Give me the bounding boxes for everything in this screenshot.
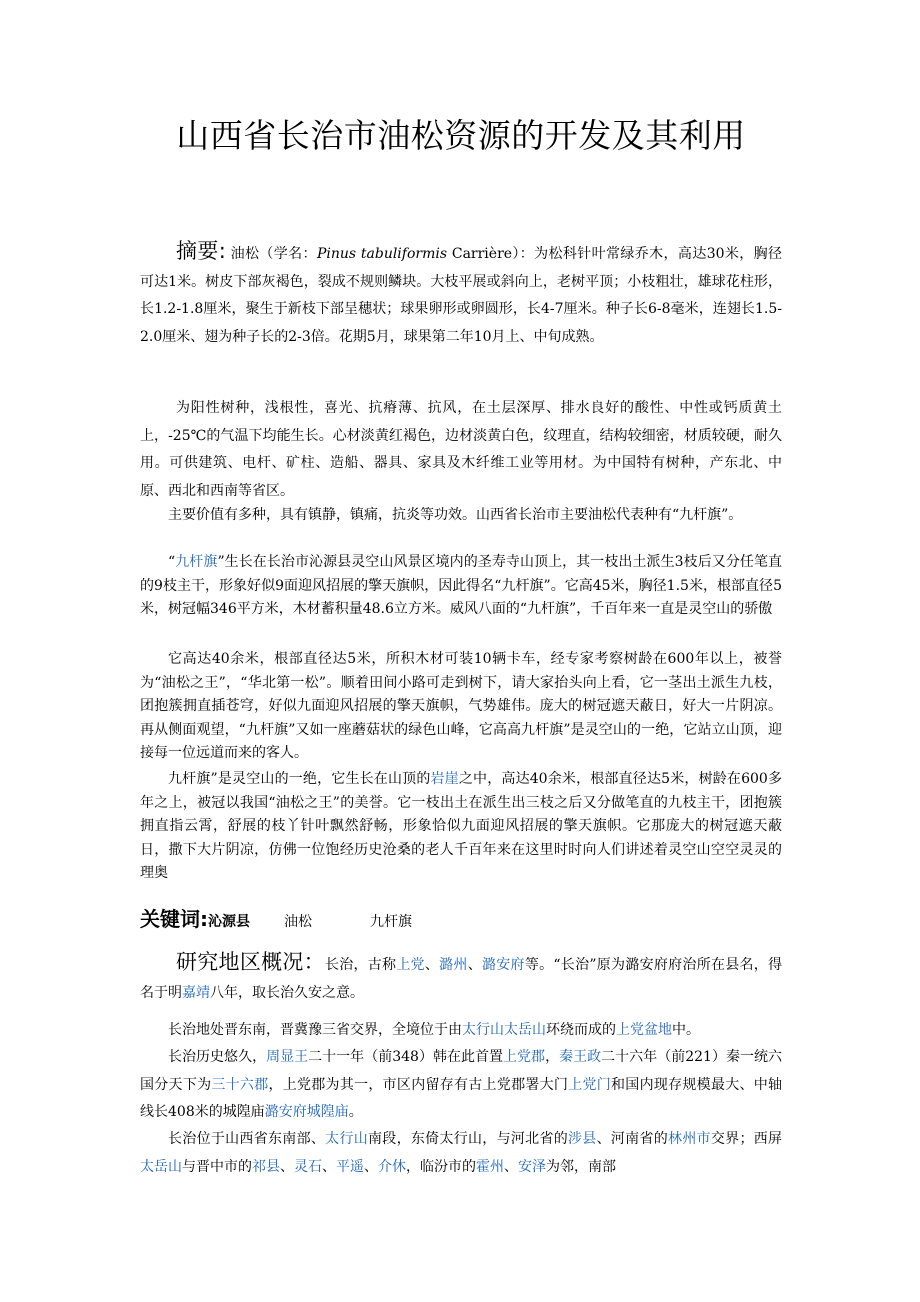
region-paragraph-2 (140, 1017, 782, 1045)
keywords-line (140, 903, 412, 932)
text-link[interactable]: 潞安府城隍庙 (264, 1104, 349, 1120)
text-link[interactable]: 三十六郡 (211, 1076, 269, 1093)
text-link[interactable]: 安泽 (518, 1158, 546, 1175)
latin-name: Pinus tabuliformis (316, 246, 448, 262)
text-run: ，上党郡为其一，市区内留存有古上党郡署大门 (268, 1076, 569, 1093)
text-link[interactable]: 太岳山 (140, 1158, 182, 1175)
text-run: 南段，东倚太行山，与河北省的 (368, 1131, 569, 1147)
text-run: 交界；西屏 (710, 1131, 783, 1147)
abstract-paragraph-2: 为阳性树种，浅根性，喜光、抗瘠薄、抗风，在土层深厚、排水良好的酸性、中性或钙质黄土上，-25℃的气温下均能生长。心材淡黄红褐色，边材淡黄白色，纹理直，结构较细密，材质较硬，耐久用。可供建筑、电杆、矿柱、造船、器具、家具及木纤维工业等用材。为中国特有树种，产东北、中原、西北和西南等省区。 (140, 400, 782, 499)
text-run: 。 (348, 1104, 363, 1120)
abstract-paragraph-5: 它高达40余米，根部直径达5米，所积木材可装10辆卡车，经专家考察树龄在600年以上，被誉为“油松之王”，“华北第一松”。顺着田间小路可走到树下，请大家抬头向上看，它一茎出土派生九枝，团抱簇拥直插苍穹，好似九面迎风招展的擎天旗帜，气势雄伟。庞大的树冠遮天蔽日，好大一片阴凉。再从侧面观望，“九杆旗”又如一座蘑菇状的绿色山峰，它高高九杆旗”是灵空山的一绝，它站立山顶，迎接每一位远道而来的客人。 (140, 651, 782, 762)
text-run: 二十一年（前348）韩在此首置 (308, 1049, 504, 1065)
region-text-2 (168, 1022, 700, 1038)
text-run: 、 (322, 1158, 336, 1175)
text-run: 为邻，南部 (546, 1158, 616, 1175)
text-run: 、 (424, 957, 440, 973)
text-run: 长治地处晋东南，晋冀豫三省交界，全境位于由 (168, 1022, 462, 1038)
text-run: 八年，取长治久安之意。 (210, 984, 364, 1001)
text-run: 等。“长治”原为潞安府府治所在县名，得名于明 (140, 957, 783, 1001)
abstract-text-b: Carrière）：为松科针叶常绿乔木，高达30米，胸径可达1米。树皮下部灰褐色，裂成不规则鳞块。大枝平展或斜向上，老树平顶；小枝粗壮，雄球花柱形，长1.2-1.8厘米，聚生于新枝下部呈穗状；球果卵形或卵圆形，长4-7厘米。种子长6-8毫米，连翅长1.5-2.0厘米、翅为种子长的2-3倍。花期5月，球果第二年10月上、中旬成熟。 (140, 246, 783, 345)
text-run: 环绕而成的 (546, 1022, 616, 1038)
text-link[interactable]: 灵石 (294, 1158, 322, 1175)
text-link[interactable]: 秦王政 (559, 1049, 602, 1065)
region-label: 研究地区概况： (176, 950, 325, 974)
text-run: 和国内现存规模最大、中轴线长408米的城隍庙 (140, 1076, 783, 1120)
text-link[interactable]: 上党盆地 (616, 1022, 672, 1038)
text-link[interactable]: 林州市 (668, 1131, 711, 1147)
text-link[interactable]: 太岳山 (504, 1022, 546, 1038)
text-link[interactable]: 平遥 (336, 1158, 364, 1175)
text-link[interactable]: 太行山 (462, 1022, 504, 1038)
text-link[interactable]: 潞安府 (482, 957, 525, 973)
text-link[interactable]: 嘉靖 (182, 984, 210, 1001)
text-run: 、 (504, 1158, 518, 1175)
region-paragraph-4 (140, 1126, 782, 1181)
keyword-item: 油松 (284, 914, 312, 930)
abstract-text-a: 油松（学名： (230, 246, 317, 262)
abstract-paragraph-1 (140, 238, 782, 351)
region-paragraph-3 (140, 1044, 782, 1127)
region-text-4 (140, 1131, 782, 1175)
keyword-item: 九杆旗 (370, 914, 412, 930)
text-link[interactable]: 涉县 (568, 1131, 597, 1147)
text-link[interactable]: 上党郡 (503, 1049, 546, 1065)
region-paragraph-1 (140, 949, 782, 1007)
text-run: 、 (467, 957, 482, 973)
text-run: 长治，古称 (324, 957, 397, 973)
text-run: ， (545, 1049, 560, 1065)
text-run: 、 (364, 1158, 378, 1175)
text-link[interactable]: 上党门 (568, 1076, 612, 1093)
abstract-paragraph-6: 九杆旗”是灵空山的一绝，它生长在山顶的岩崖之中，高达40余米，根部直径达5米，树龄在600多年之上，被冠以我国“油松之王”的美誉。它一枝出土在派生出三枝之后又分做笔直的九枝主干，团抱簇拥直指云霄，舒展的枝丫针叶飘然舒畅，形象恰似九面迎风招展的擎天旗帜。它那庞大的树冠遮天蔽日，撒下大片阴凉，仿佛一位饱经历史沧桑的老人千百年来在这里时时向人们讲述着灵空山空空灵灵的理奥 (140, 771, 782, 882)
text-run: 二十六年（前221）秦一统六国分天下为 (140, 1049, 783, 1093)
text-link[interactable]: 潞州 (439, 957, 468, 973)
abstract-label: 摘要: (176, 239, 226, 263)
text-run: 、 (280, 1158, 294, 1175)
text-run: 与晋中市的 (182, 1158, 252, 1175)
region-text-3 (140, 1049, 782, 1120)
text-link[interactable]: 介休 (378, 1158, 406, 1175)
document-title: 山西省长治市油松资源的开发及其利用 (176, 116, 746, 155)
text-link[interactable]: 祁县 (252, 1158, 280, 1175)
keywords-label: 关键词: (140, 907, 208, 931)
link-yanya[interactable]: 岩崖 (430, 771, 459, 787)
link-jiuganqi[interactable]: 九杆旗 (175, 554, 218, 570)
text-run: ，临汾市的 (406, 1158, 476, 1175)
abstract-paragraph-3: 主要价值有多种，具有镇静，镇痛，抗炎等功效。山西省长治市主要油松代表种有“九杆旗”。 (168, 507, 743, 523)
text-link[interactable]: 太行山 (325, 1131, 369, 1147)
text-run: 中。 (672, 1022, 700, 1038)
text-link[interactable]: 霍州 (476, 1158, 504, 1175)
text-run: 长治历史悠久， (168, 1049, 267, 1065)
text-link[interactable]: 周显王 (266, 1049, 309, 1065)
text-run: 长治位于山西省东南部、 (168, 1131, 326, 1147)
abstract-paragraph-4: “九杆旗”生长在长治市沁源县灵空山风景区境内的圣寿寺山顶上，其一枝出土派生3枝后又分任笔直的9枝主干，形象好似9面迎风招展的擎天旗帜，因此得名“九杆旗”。它高45米，胸径1.5米，根部直径5米，树冠幅346平方米，木材蓄积量48.6立方米。威风八面的“九杆旗”，千百年来一直是灵空山的骄傲 (140, 554, 783, 618)
text-run: 、河南省的 (596, 1131, 669, 1147)
text-link[interactable]: 上党 (396, 957, 425, 973)
keyword-item: 沁源县 (208, 914, 250, 930)
